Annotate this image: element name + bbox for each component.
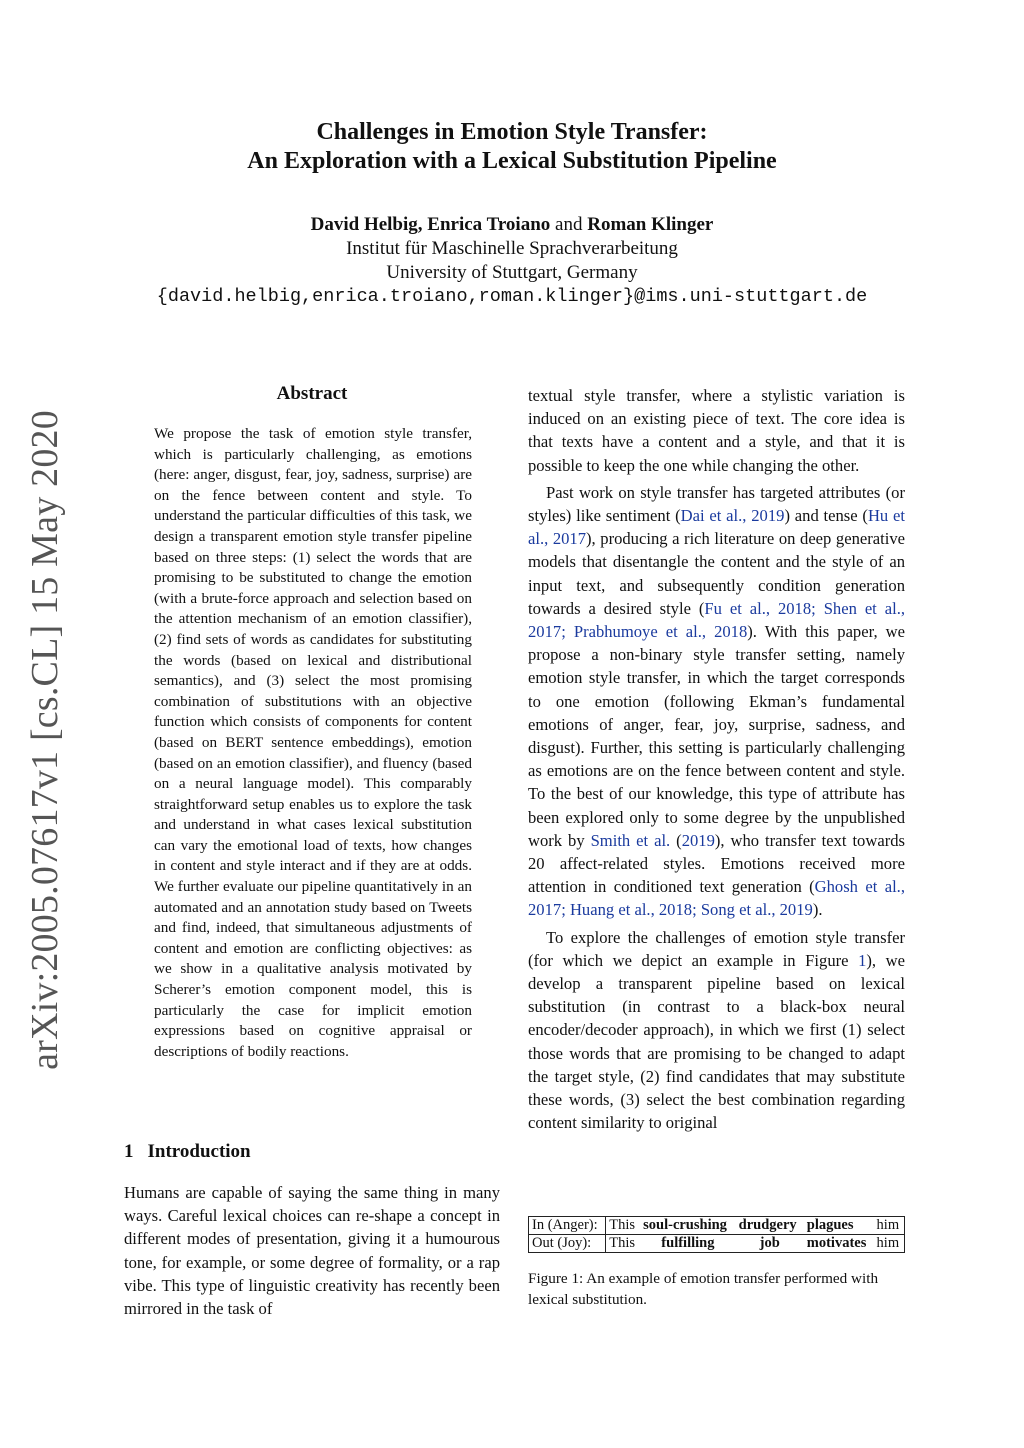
word: fulfilling: [661, 1235, 715, 1251]
section-title: Introduction: [147, 1141, 251, 1162]
paragraph-1: textual style transfer, where a stylistic variation is induced on an existing piece of text. The core idea is that texts have a content and a style, and that it is possible to keep the one while changing the other.: [528, 386, 905, 475]
authors-first: David Helbig, Enrica Troiano: [310, 214, 551, 235]
word: motivates: [806, 1235, 867, 1251]
citation-link[interactable]: 2019: [681, 830, 715, 850]
author-university: University of Stuttgart, Germany: [386, 262, 638, 283]
figure-1-example-table: [528, 1216, 905, 1253]
right-column-text: [528, 384, 905, 1139]
word: drudgery: [736, 1217, 804, 1235]
word: plagues: [804, 1217, 874, 1235]
authors-last: Roman Klinger: [587, 214, 714, 235]
figure-reference-link[interactable]: 1: [858, 950, 867, 970]
title-line-2: An Exploration with a Lexical Substitution Pipeline: [247, 148, 777, 174]
word: job: [759, 1235, 780, 1251]
citation-link[interactable]: Smith et al.: [590, 830, 671, 850]
citation-link[interactable]: Ghosh et al., 2017; Huang et al., 2018; Song et al., 2019: [528, 877, 905, 920]
title-line-1: Challenges in Emotion Style Transfer:: [316, 119, 708, 145]
paragraph-2: Past work on style transfer has targeted attributes (or styles) like sentiment (Dai et al., 2019) and tense (Hu et al., 2017), producing a rich literature on deep generative models that disentangle the content and the style of an input text, and subsequently condition generation towards a desired style (Fu et al., 2018; Shen et al., 2017; Prabhumoye et al., 2018). With this paper, we propose a non-binary style transfer setting, namely emotion style transfer, in which the target corresponds to one emotion (following Ekman’s fundamental emotions of anger, fear, joy, surprise, sadness, and disgust). Further, this setting is particularly challenging as emotions are on the fence between content and style. To the best of our knowledge, this type of attribute has been explored only to some degree by the unpublished work by Smith et al. (2019), who transfer text towards 20 affect-related styles. Emotions received more attention in conditioned text generation (Ghosh et al., 2017; Huang et al., 2018; Song et al., 2019).: [528, 482, 906, 920]
word: soul-crushing: [640, 1217, 736, 1235]
table-row: [529, 1217, 905, 1235]
introduction-paragraph: Humans are capable of saying the same thing in many ways. Careful lexical choices can re-shape a concept in different modes of presentation, giving it a humourous tone, for example, or some degree of formality, or a rap vibe. This type of linguistic creativity has recently been mirrored in the task of: [124, 1183, 500, 1319]
word: This: [609, 1235, 636, 1251]
paper-title: [0, 118, 1024, 176]
table-row: [529, 1235, 905, 1253]
citation-link[interactable]: Hu et al., 2017: [528, 506, 906, 549]
row-label: Out (Joy):: [529, 1235, 606, 1253]
authors-conjunction: and: [555, 214, 583, 235]
paragraph-3: To explore the challenges of emotion style transfer (for which we depict an example in Figure 1), we develop a transparent pipeline based on lexical substitution (in contrast to a black-box neural encoder/decoder approach), in which we first (1) select those words that are promising to be changed to adapt the target style, (2) find candidates that may substitute these words, (3) select the best combination regarding content similarity to original: [528, 927, 905, 1133]
arxiv-identifier: arXiv:2005.07617v1 [cs.CL] 15 May 2020: [24, 410, 66, 1070]
row-label: In (Anger):: [529, 1217, 606, 1235]
abstract-heading: Abstract: [276, 383, 348, 404]
section-number: 1: [124, 1141, 134, 1162]
word: him: [874, 1217, 905, 1235]
word: him: [876, 1235, 900, 1251]
author-names: [0, 213, 1024, 237]
author-block: [0, 213, 1024, 309]
section-heading-introduction: [124, 1141, 265, 1163]
abstract-text: We propose the task of emotion style transfer, which is particularly challenging, as emotions (here: anger, disgust, fear, joy, sadness, surprise) are on the fence between content and style. To understand the particular difficulties of this task, we design a transparent emotion style transfer pipeline based on three steps: (1) select the words that are promising to be substituted to change the emotion (with a brute-force approach and selection based on the attention mechanism of an emotion classifier), (2) find sets of words as candidates for substituting the words (based on lexical and distributional semantics), and (3) select the most promising combination of substitutions with an objective function which consists of components for content (based on BERT sentence embeddings), emotion (based on an emotion classifier), and fluency (based on a neural language model). This comparably straightforward setup enables us to explore the task and understand in what cases lexical substitution can vary the emotional load of texts, how changes in content and style interact and if they are at odds. We further evaluate our pipeline quantitatively in an automated and an annotation study based on Tweets and find, indeed, that simultaneous adjustments of content and emotion are conflicting objectives: as we show in a qualitative analysis motivated by Scherer’s emotion component model, this is particularly the case for implicit emotion expressions based on cognitive appraisal or descriptions of bodily reactions.: [154, 425, 472, 1060]
word: This: [606, 1217, 640, 1235]
citation-link[interactable]: Dai et al., 2019: [680, 506, 785, 526]
author-emails: {david.helbig,enrica.troiano,roman.klinger}@ims.uni-stuttgart.de: [156, 286, 868, 307]
citation-link[interactable]: Fu et al., 2018; Shen et al., 2017; Prabhumoye et al., 2018: [528, 598, 905, 642]
figure-caption: Figure 1: An example of emotion transfer performed with lexical substitution.: [528, 1270, 879, 1308]
author-institute: Institut für Maschinelle Sprachverarbeitung: [346, 238, 678, 259]
